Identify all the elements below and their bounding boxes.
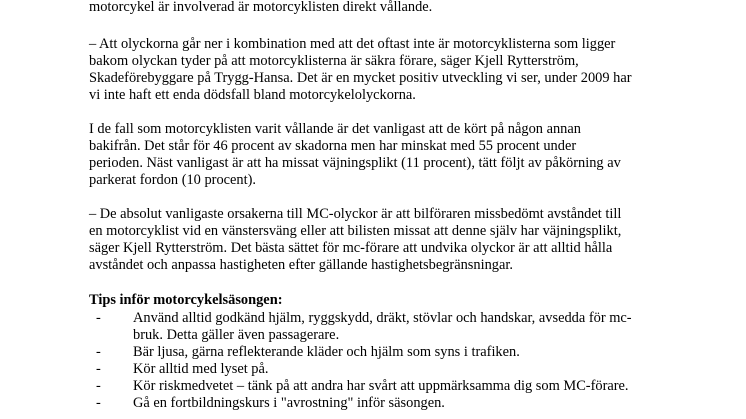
list-bullet: - [96, 378, 101, 394]
paragraph-line: – Att olyckorna går ner i kombination med att det oftast inte är motorcyklisterna som ligger [89, 36, 616, 52]
paragraph-line: perioden. Näst vanligast är att ha missat väjningsplikt (11 procent), tätt följt av påkörning av [89, 155, 621, 171]
list-item: Kör riskmedvetet – tänk på att andra har svårt att uppmärksamma dig som MC-förare. [133, 378, 629, 394]
paragraph-line: säger Kjell Rytterström. Det bästa sättet för mc-förare att undvika olyckor är att alltid hålla [89, 240, 613, 256]
list-bullet: - [96, 395, 101, 411]
list-bullet: - [96, 344, 101, 360]
list-item-continuation: bruk. Detta gäller även passagerare. [133, 327, 340, 343]
paragraph-line: I de fall som motorcyklisten varit vållande är det vanligast att de kört på någon annan [89, 121, 581, 137]
tips-heading: Tips inför motorcykelsäsongen: [89, 292, 283, 308]
paragraph-line: vi inte haft ett enda dödsfall bland motorcykelolyckorna. [89, 87, 416, 103]
paragraph-line: bakifrån. Det står för 46 procent av skadorna men har minskat med 55 procent under [89, 138, 577, 154]
paragraph-line: Skadeförebyggare på Trygg-Hansa. Det är en mycket positiv utveckling vi ser, under 2009 har [89, 70, 632, 86]
paragraph-line: – De absolut vanligaste orsakerna till MC-olyckor är att bilföraren missbedömt avståndet till [89, 206, 622, 222]
list-bullet: - [96, 310, 101, 326]
paragraph-line: motorcykel är involverad är motorcyklisten direkt vållande. [89, 0, 433, 15]
paragraph-line: en motorcyklist vid en vänstersväng eller att bilisten missat att denne själv har väjningsplikt, [89, 223, 622, 239]
paragraph-line: parkerat fordon (10 procent). [89, 172, 257, 188]
list-bullet: - [96, 361, 101, 377]
list-item: Kör alltid med lyset på. [133, 361, 269, 377]
list-item: Bär ljusa, gärna reflekterande kläder och hjälm som syns i trafiken. [133, 344, 520, 360]
paragraph-line: avståndet och anpassa hastigheten efter gällande hastighetsbegränsningar. [89, 257, 513, 273]
list-item: Använd alltid godkänd hjälm, ryggskydd, dräkt, stövlar och handskar, avsedda för mc- [133, 310, 632, 326]
paragraph-line: bakom olyckan tyder på att motorcyklisterna är säkra förare, säger Kjell Rytterström, [89, 53, 579, 69]
list-item: Gå en fortbildningskurs i "avrostning" inför säsongen. [133, 395, 445, 411]
